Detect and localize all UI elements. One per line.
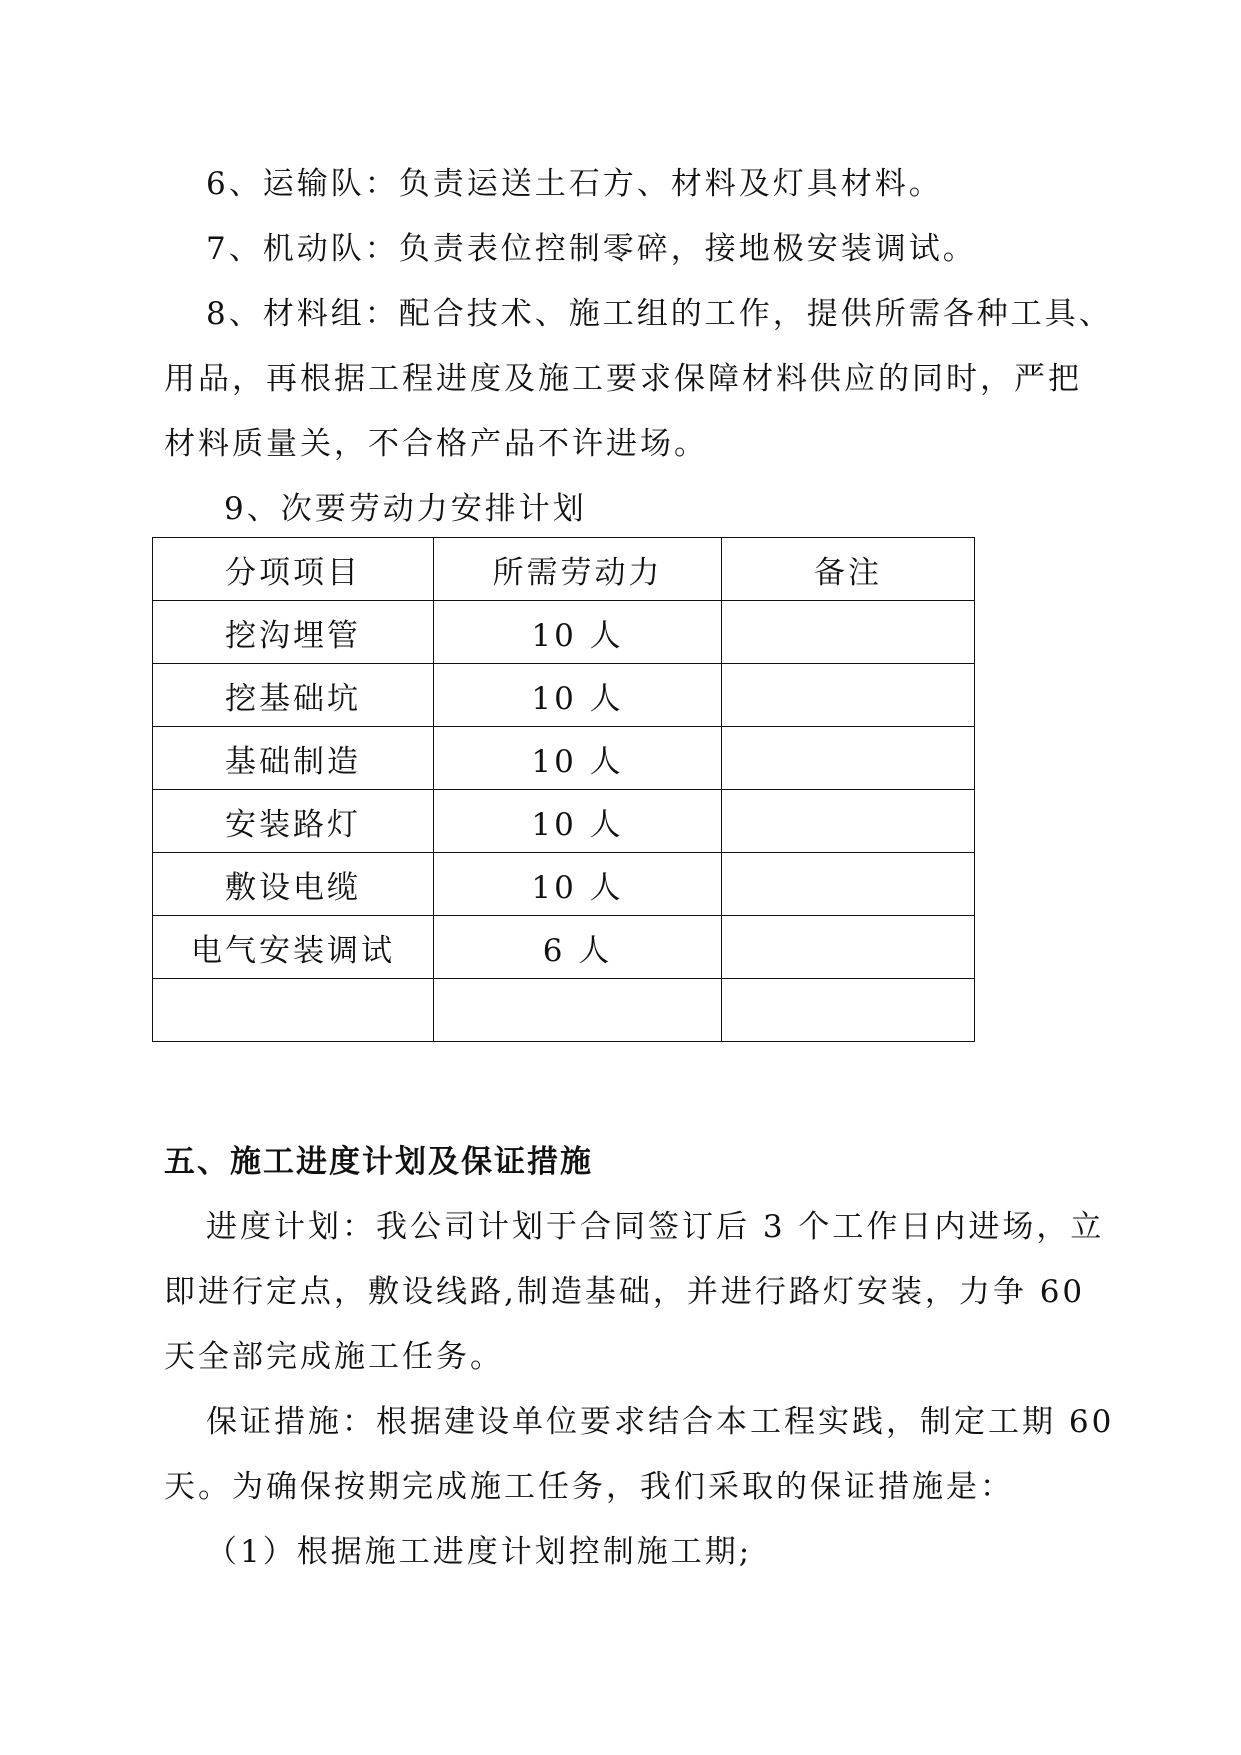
table-row-empty — [153, 979, 975, 1042]
paragraph-guarantee-line2: 天。为确保按期完成施工任务，我们采取的保证措施是： — [164, 1469, 1014, 1505]
header-cell-labor: 所需劳动力 — [434, 538, 722, 601]
table-row — [153, 664, 975, 727]
paragraph-schedule-line2: 即进行定点，敷设线路,制造基础，并进行路灯安装，力争 60 — [164, 1274, 1086, 1310]
labor-plan-table — [152, 537, 975, 1042]
table-row — [153, 853, 975, 916]
table-row — [153, 727, 975, 790]
table-cell: 10 人 — [434, 853, 722, 916]
table-cell — [722, 979, 975, 1042]
header-cell-item: 分项项目 — [153, 538, 434, 601]
table-header-row — [153, 538, 975, 601]
header-cell-remarks: 备注 — [722, 538, 975, 601]
paragraph-guarantee-line1: 保证措施：根据建设单位要求结合本工程实践，制定工期 60 — [206, 1404, 1115, 1440]
table-cell: 挖基础坑 — [153, 664, 434, 727]
paragraph-schedule-line3: 天全部完成施工任务。 — [164, 1339, 504, 1375]
table-cell — [722, 601, 975, 664]
table-cell — [722, 790, 975, 853]
section-heading: 五、施工进度计划及保证措施 — [164, 1144, 593, 1180]
table-cell: 安装路灯 — [153, 790, 434, 853]
table-cell — [434, 979, 722, 1042]
table-cell — [722, 853, 975, 916]
table-cell: 电气安装调试 — [153, 916, 434, 979]
paragraph-materials-team-line3: 材料质量关，不合格产品不许进场。 — [164, 426, 708, 462]
table-cell: 10 人 — [434, 790, 722, 853]
table-cell: 10 人 — [434, 664, 722, 727]
paragraph-transport-team: 6、运输队：负责运送土石方、材料及灯具材料。 — [206, 166, 943, 202]
table-cell: 6 人 — [434, 916, 722, 979]
paragraph-mobile-team: 7、机动队：负责表位控制零碎，接地极安装调试。 — [206, 231, 977, 267]
paragraph-schedule-line1: 进度计划：我公司计划于合同签订后 3 个工作日内进场，立 — [206, 1209, 1105, 1245]
table-cell: 敷设电缆 — [153, 853, 434, 916]
table-row — [153, 916, 975, 979]
table-cell — [722, 727, 975, 790]
table-cell — [722, 664, 975, 727]
table-cell: 10 人 — [434, 727, 722, 790]
table-cell: 挖沟埋管 — [153, 601, 434, 664]
table-cell: 10 人 — [434, 601, 722, 664]
table-cell — [153, 979, 434, 1042]
paragraph-measure-1: （1）根据施工进度计划控制施工期; — [206, 1534, 753, 1570]
table-row — [153, 601, 975, 664]
paragraph-materials-team-line2: 用品，再根据工程进度及施工要求保障材料供应的同时，严把 — [164, 361, 1082, 397]
table-cell: 基础制造 — [153, 727, 434, 790]
table-row — [153, 790, 975, 853]
paragraph-materials-team-line1: 8、材料组：配合技术、施工组的工作，提供所需各种工具、 — [206, 296, 1113, 332]
table-title: 9、次要劳动力安排计划 — [224, 491, 587, 527]
table-cell — [722, 916, 975, 979]
